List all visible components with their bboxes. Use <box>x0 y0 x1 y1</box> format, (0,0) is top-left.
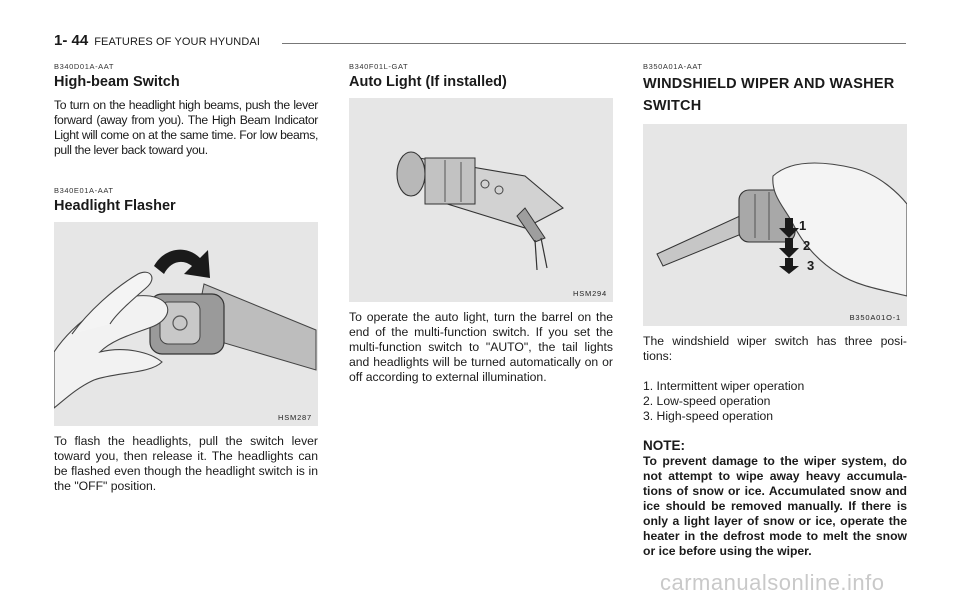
list-item: 1. Intermittent wiper operation <box>643 379 805 393</box>
wiper-position-label-1: 1 <box>799 218 807 233</box>
hand-pulling-lever-drawing <box>54 222 318 426</box>
wiper-heading: WINDSHIELD WIPER AND WASHER SWITCH <box>643 76 895 114</box>
wiper-positions-list <box>643 379 907 424</box>
auto-light-figure-caption: HSM294 <box>573 289 607 298</box>
headlight-flasher-illustration <box>54 222 318 426</box>
flasher-body: To flash the headlights, pull the switch lever toward you, then release it. The headlights can be flashed even though the headlight switch is in the "OFF" position. <box>54 434 318 493</box>
auto-light-heading: Auto Light (If installed) <box>349 74 507 90</box>
wiper-intro: The windshield wiper switch has three posi-tions: <box>643 334 907 363</box>
high-beam-code: B340D01A-AAT <box>54 62 115 71</box>
watermark-text: carmanualsonline.info <box>660 570 885 595</box>
column-right <box>643 62 907 559</box>
wiper-lever-hand-drawing <box>643 124 907 326</box>
flasher-code: B340E01A-AAT <box>54 186 114 195</box>
note-title: NOTE: <box>643 438 685 453</box>
wiper-figure-caption: B350A01O-1 <box>849 313 901 322</box>
high-beam-heading: High-beam Switch <box>54 74 180 90</box>
page-number: 1- 44 <box>54 32 89 49</box>
page-header <box>54 32 260 49</box>
list-item: 3. High-speed operation <box>643 409 774 423</box>
list-item: 2. Low-speed operation <box>643 394 771 408</box>
wiper-switch-illustration <box>643 124 907 326</box>
flasher-heading: Headlight Flasher <box>54 198 176 214</box>
multi-function-switch-drawing <box>349 98 613 302</box>
high-beam-body: To turn on the headlight high beams, push the lever forward (away from you). The High Beam Indicator Light will come on at the same time. For low beams, pull the lever back toward you. <box>54 98 318 157</box>
section-title: FEATURES OF YOUR HYUNDAI <box>94 36 260 48</box>
column-middle <box>349 62 613 385</box>
wiper-position-label-3: 3 <box>807 258 815 273</box>
wiper-position-label-2: 2 <box>803 238 811 253</box>
note-body: To prevent damage to the wiper system, do not attempt to wipe away heavy accumula-tions of snow or ice. Accumulated snow and ice should be removed manually. If there is only a light layer of snow or ice, operate the heater in the defrost mode to melt the snow or ice before using the wiper. <box>643 454 907 558</box>
auto-light-body: To operate the auto light, turn the barrel on the end of the multi-function switch. If you set the multi-function switch to "AUTO", the tail lights and headlights will be turned automatically on or off according to external illumination. <box>349 310 613 384</box>
column-left <box>54 62 318 494</box>
auto-light-code: B340F01L-GAT <box>349 62 409 71</box>
flasher-figure-caption: HSM287 <box>278 413 312 422</box>
header-rule <box>282 43 906 44</box>
auto-light-switch-illustration <box>349 98 613 302</box>
wiper-code: B350A01A-AAT <box>643 62 703 71</box>
